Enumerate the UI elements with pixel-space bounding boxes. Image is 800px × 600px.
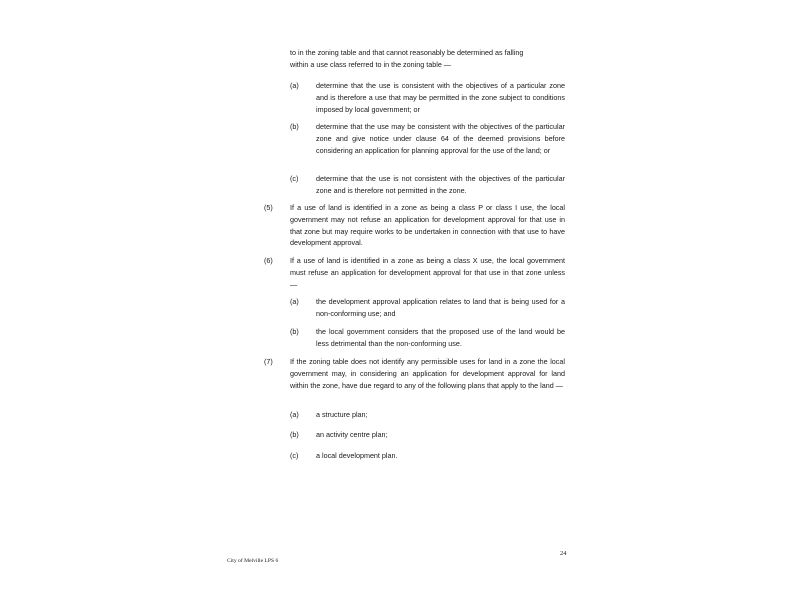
clause7-item-a-text: a structure plan; [316, 410, 368, 419]
clause4-item-b-text: determine that the use may be consistent with the objectives of the particular zone and give notice under clause 64 of the deemed provisions before considering an application for planning approval for the use of the land; or [316, 122, 565, 155]
intro-line-2: within a use class referred to in the zoning table — [290, 60, 452, 69]
clause4-item-c-label: (c) [290, 174, 299, 183]
clause6-item-a-text: the development approval application relates to land that is being used for a non-conforming use; and [316, 297, 565, 318]
clause4-item-a-label: (a) [290, 81, 299, 90]
clause7-text: If the zoning table does not identify any permissible uses for land in a zone the local government may, in considering an application for development approval for land within the zone, have due regard to any of the following plans that apply to the land — [290, 357, 565, 390]
clause6-text: If a use of land is identified in a zone as being a class X use, the local government must refuse an application for development approval for that use in that zone unless — [290, 256, 565, 289]
clause7-item-b-text: an activity centre plan; [316, 430, 388, 439]
intro-line-1: to in the zoning table and that cannot reasonably be determined as falling [290, 48, 524, 57]
clause5-text: If a use of land is identified in a zone as being a class P or class I use, the local government may not refuse an application for development approval for that use in that zone but may require works to be undertaken in connection with that use to have development approval. [290, 203, 565, 248]
clause4-item-a-text: determine that the use is consistent with the objectives of a particular zone and is therefore a use that may be permitted in the zone subject to conditions imposed by local government; or [316, 81, 565, 114]
clause4-item-c-text: determine that the use is not consistent with the objectives of the particular zone and is therefore not permitted in the zone. [316, 174, 565, 195]
clause6-label: (6) [264, 256, 273, 265]
clause7-item-c-label: (c) [290, 451, 299, 460]
clause7-item-b-label: (b) [290, 430, 299, 439]
clause5-label: (5) [264, 203, 273, 212]
clause6-item-b-label: (b) [290, 327, 299, 336]
document-footer: City of Melville LPS 6 [227, 558, 279, 564]
clause7-item-c-text: a local development plan. [316, 451, 398, 460]
clause7-item-a-label: (a) [290, 410, 299, 419]
clause4-item-b-label: (b) [290, 122, 299, 131]
clause6-item-b-text: the local government considers that the proposed use of the land would be less detrimental than the non-conforming use. [316, 327, 565, 348]
page-number: 24 [560, 550, 567, 557]
clause6-item-a-label: (a) [290, 297, 299, 306]
clause7-label: (7) [264, 357, 273, 366]
